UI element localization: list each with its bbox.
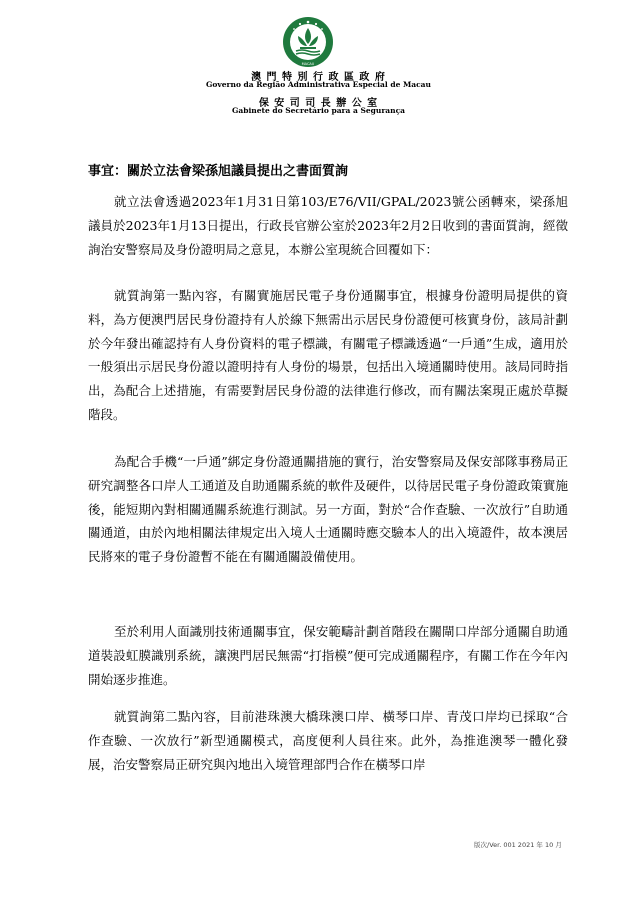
macau-emblem-icon — [282, 16, 334, 68]
office-name-chinese: 保 安 司 司 長 辦 公 室 — [258, 98, 379, 109]
office-name-portuguese: Gabinete do Secretário para a Segurança — [231, 106, 406, 115]
emblem-text: MACAU — [301, 62, 315, 66]
paragraph-mobile-clearance: 為配合手機“一戶通”綁定身份證通關措施的實行，治安警察局及保安部隊事務局正研究調整各口岸人工通道及自助通關系統的軟件及硬件，以待居民電子身份證政策實施後，能短期內對相關通關系統進行測試。另一方面，對於“合作查驗、一次放行”自助通關通道，由於內地相關法律規定出入境人士通關時應交驗本人的出入境證件，故本澳居民將來的電子身份證暫不能在有關通關設備使用。 — [88, 454, 568, 565]
government-name-chinese: 澳 門 特 別 行 政 區 政 府 — [251, 72, 386, 83]
paragraph-facial-recognition: 至於利用人面識別技術通關事宜，保安範疇計劃首階段在關閘口岸部分通關自助通道裝設虹膜識別系統，讓澳門居民無需“打指模”便可完成通關程序，有關工作在今年內開始逐步推進。 — [88, 624, 568, 687]
document-subject: 事宜：關於立法會梁孫旭議員提出之書面質詢 — [88, 164, 349, 179]
paragraph-point-two: 就質詢第二點內容，目前港珠澳大橋珠澳口岸、橫琴口岸、青茂口岸均已採取“合作查驗、一次放行”新型通關模式，高度便利人員往來。此外，為推進澳琴一體化發展，治安警察局正研究與內地出入境管理部門合作在橫琴口岸 — [88, 709, 568, 772]
paragraph-intro: 就立法會透過2023年1月31日第103/E76/VII/GPAL/2023號公函轉來，梁孫旭議員於2023年1月13日提出，行政長官辦公室於2023年2月2日收到的書面質詢，經徵詢治安警察局及身份證明局之意見，本辦公室現統合回覆如下： — [88, 194, 568, 257]
paragraph-point-one: 就質詢第一點內容，有關實施居民電子身份通關事宜，根據身份證明局提供的資料，為方便澳門居民身份證持有人於線下無需出示居民身份證便可核實身份，該局計劃於今年發出確認持有人身份資料的電子標識，有關電子標識透過“一戶通”生成，適用於一般須出示居民身份證以證明持有人身份的場景，包括出入境通關時使用。該局同時指出，為配合上述措施，有需要對居民身份證的法律進行修改，而有關法案現正處於草擬階段。 — [88, 288, 568, 422]
government-name-portuguese: Governo da Região Administrativa Especial de Macau — [206, 80, 431, 89]
version-footer: 版次/Ver. 001 2021 年 10 月 — [474, 841, 562, 849]
